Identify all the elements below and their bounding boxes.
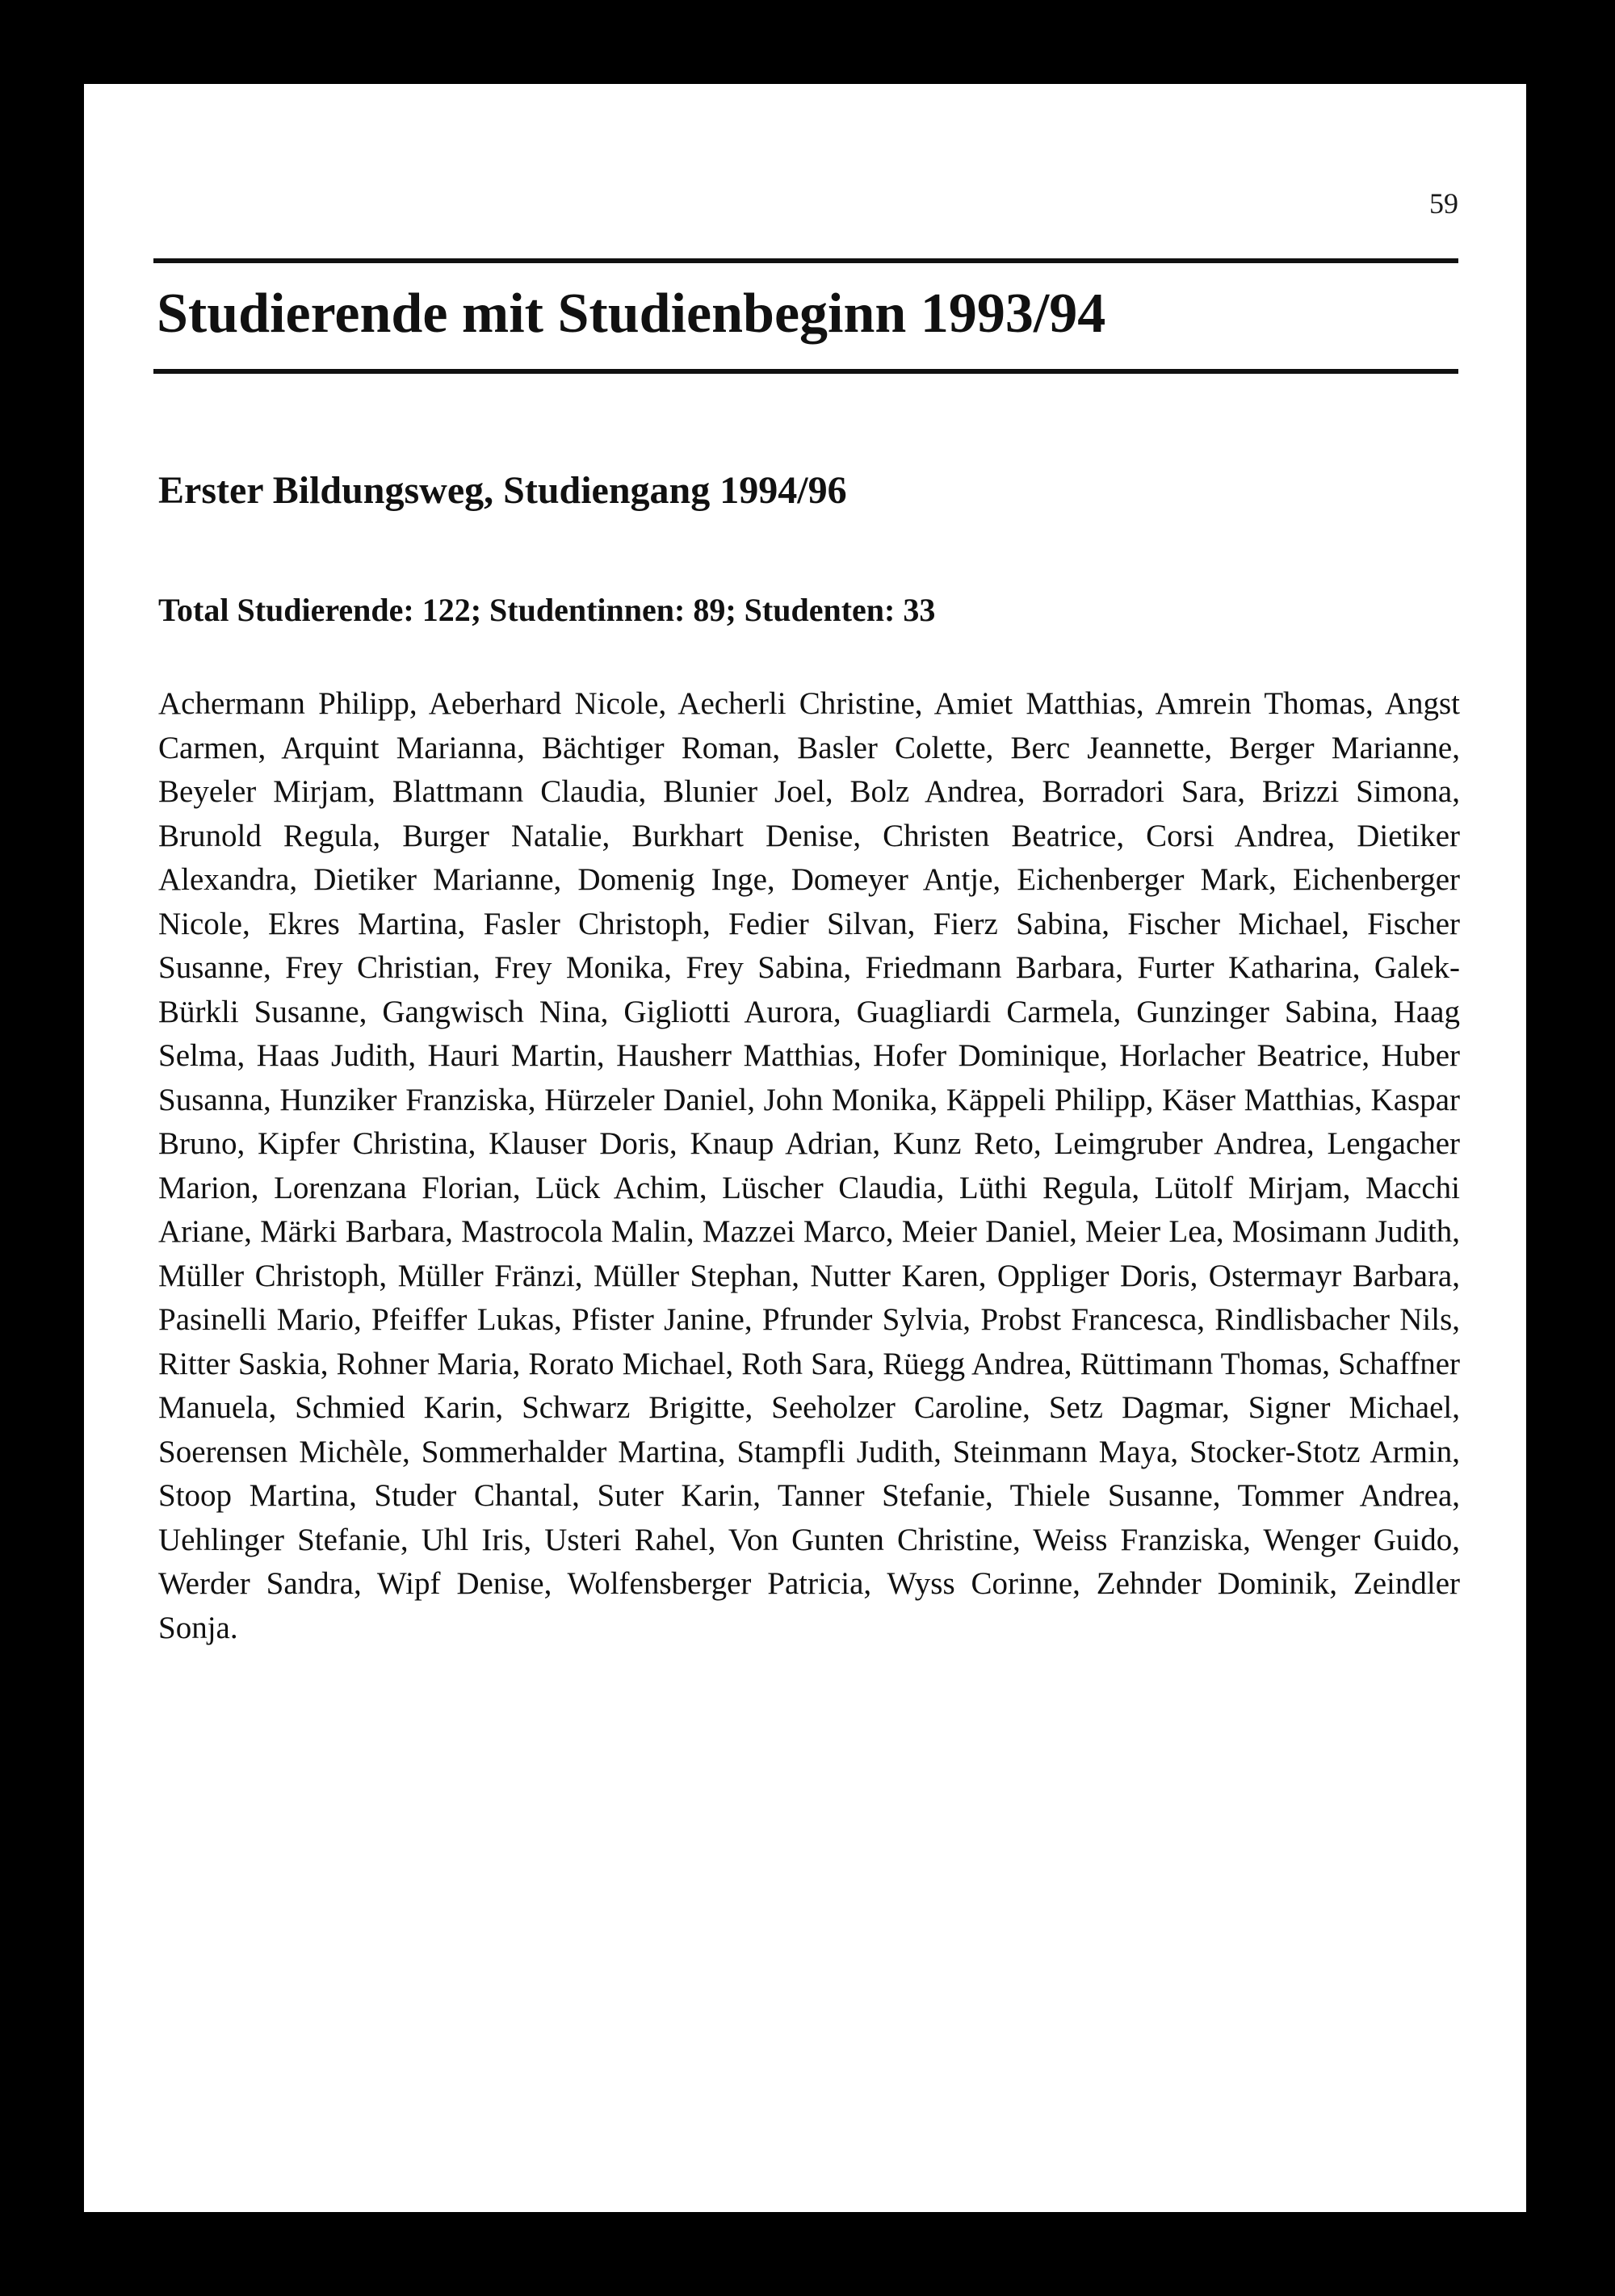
title-rule-top bbox=[153, 258, 1458, 263]
section-heading: Erster Bildungsweg, Studiengang 1994/96 bbox=[158, 469, 847, 512]
document-page bbox=[84, 84, 1526, 2212]
student-name-list: Achermann Philipp, Aeberhard Nicole, Aecherli Christine, Amiet Matthias, Amrein Thomas, Angst Carmen, Arquint Marianna, Bächtiger Roman, Basler Colette, Berc Jeannette, Berger Marianne, Beyeler Mirjam, Blattmann Claudia, Blunier Joel, Bolz Andrea, Borradori Sara, Brizzi Simona, Brunold Regula, Burger Natalie, Burkhart Denise, Christen Beatrice, Corsi Andrea, Dietiker Alexandra, Dietiker Marianne, Domenig Inge, Domeyer Antje, Eichenberger Mark, Eichenberger Nicole, Ekres Martina, Fasler Christoph, Fedier Silvan, Fierz Sabina, Fischer Michael, Fischer Susanne, Frey Christian, Frey Monika, Frey Sabina, Friedmann Barbara, Furter Katharina, Galek-Bürkli Susanne, Gangwisch Nina, Gigliotti Aurora, Guagliardi Carmela, Gunzinger Sabina, Haag Selma, Haas Judith, Hauri Martin, Hausherr Matthias, Hofer Dominique, Horlacher Beatrice, Huber Susanna, Hunziker Franziska, Hürzeler Daniel, John Monika, Käppeli Philipp, Käser Matthias, Kaspar Bruno, Kipfer Christina, Klauser Doris, Knaup Adrian, Kunz Reto, Leimgruber Andrea, Lengacher Marion, Lorenzana Florian, Lück Achim, Lüscher Claudia, Lüthi Regula, Lütolf Mirjam, Macchi Ariane, Märki Barbara, Mastrocola Malin, Mazzei Marco, Meier Daniel, Meier Lea, Mosimann Judith, Müller Christoph, Müller Fränzi, Müller Stephan, Nutter Karen, Oppliger Doris, Ostermayr Barbara, Pasinelli Mario, Pfeiffer Lukas, Pfister Janine, Pfrunder Sylvia, Probst Francesca, Rindlisbacher Nils, Ritter Saskia, Rohner Maria, Rorato Michael, Roth Sara, Rüegg Andrea, Rüttimann Thomas, Schaffner Manuela, Schmied Karin, Schwarz Brigitte, Seeholzer Caroline, Setz Dagmar, Signer Michael, Soerensen Michèle, Sommerhalder Martina, Stampfli Judith, Steinmann Maya, Stocker-Stotz Armin, Stoop Martina, Studer Chantal, Suter Karin, Tanner Stefanie, Thiele Susanne, Tommer Andrea, Uehlinger Stefanie, Uhl Iris, Usteri Rahel, Von Gunten Christine, Weiss Franziska, Wenger Guido, Werder Sandra, Wipf Denise, Wolfensberger Patricia, Wyss Corinne, Zehnder Dominik, Zeindler Sonja. bbox=[158, 686, 1460, 1645]
page-number: 59 bbox=[1429, 187, 1458, 220]
page-title: Studierende mit Studienbeginn 1993/94 bbox=[157, 283, 1106, 345]
student-totals: Total Studierende: 122; Studentinnen: 89; Studenten: 33 bbox=[158, 592, 936, 628]
title-rule-bottom bbox=[153, 369, 1458, 374]
